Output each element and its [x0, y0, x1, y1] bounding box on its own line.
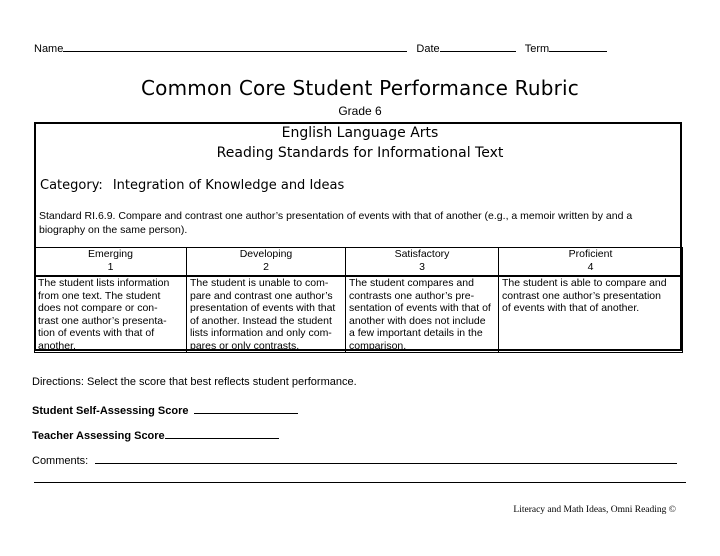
directions: Directions: Select the score that best reflects student performance. — [32, 376, 357, 388]
level-name: Emerging — [88, 248, 133, 260]
description-line: contrasts one author’s pre- — [349, 289, 475, 302]
description-line: another with does not include — [349, 314, 486, 327]
comments-label: Comments: — [32, 455, 89, 467]
date-field[interactable] — [440, 40, 516, 52]
comments-field[interactable] — [95, 452, 677, 464]
description-emerging — [35, 276, 187, 353]
self-score-label: Student Self-Assessing Score — [32, 405, 189, 417]
description-line: does not compare or con- — [38, 302, 158, 314]
comments-row — [32, 452, 677, 467]
description-line: contrast one author’s presentation — [502, 289, 661, 302]
description-line: The student is unable to com- — [190, 277, 329, 289]
description-line: The student lists information — [38, 277, 170, 289]
grade-label: Grade 6 — [338, 104, 382, 118]
date-label: Date — [416, 43, 440, 55]
comments-field-line-2[interactable] — [34, 482, 686, 483]
term-label: Term — [524, 43, 550, 55]
description-line: comparison. — [349, 339, 407, 352]
teacher-score-row — [32, 427, 279, 442]
level-header-proficient — [499, 248, 683, 277]
level-name: Proficient — [568, 248, 613, 260]
description-line: sentation of events with that of — [349, 302, 491, 314]
level-score: 1 — [107, 260, 114, 273]
name-field[interactable] — [63, 40, 407, 52]
level-score: 2 — [263, 260, 269, 273]
level-name: Satisfactory — [394, 248, 450, 260]
footer-credit: Literacy and Math Ideas, Omni Reading © — [513, 505, 676, 515]
description-line: trast one author’s presenta- — [38, 314, 167, 327]
description-line: The student compares and — [349, 277, 474, 289]
level-header-developing — [187, 248, 346, 277]
category-value: Integration of Knowledge and Ideas — [112, 178, 345, 193]
subject-heading: English Language Arts — [281, 125, 439, 141]
self-score-field[interactable] — [194, 402, 298, 414]
rubric-table — [34, 247, 683, 353]
description-line: pare and contrast one author’s — [190, 289, 333, 302]
level-name: Developing — [239, 248, 293, 260]
description-line: presentation of events with that — [190, 302, 336, 314]
teacher-score-label: Teacher Assessing Score — [32, 430, 165, 442]
standard-text: Standard RI.6.9. Compare and contrast one author’s presentation of events with that of another (e.g., a memoir written by and a biography on the same person). — [39, 210, 633, 236]
description-line: a few important details in the — [349, 327, 483, 339]
rubric-header-row — [35, 248, 683, 277]
category-label: Category: — [40, 178, 103, 193]
level-score: 3 — [419, 260, 425, 273]
page-title: Common Core Student Performance Rubric — [140, 76, 579, 100]
description-line: The student is able to compare and — [502, 277, 667, 289]
name-label: Name — [34, 43, 64, 55]
description-line: of events with that of another. — [502, 302, 640, 314]
level-header-emerging — [35, 248, 187, 277]
level-score: 4 — [587, 260, 594, 273]
description-satisfactory — [346, 276, 499, 353]
header-fields — [34, 40, 607, 55]
description-line: lists information and only com- — [190, 327, 332, 339]
description-line: another. — [38, 339, 76, 352]
standards-heading: Reading Standards for Informational Text — [216, 145, 504, 161]
description-developing — [187, 276, 346, 353]
description-line: tion of events with that of — [38, 327, 155, 339]
description-line: pares or only contrasts. — [190, 339, 300, 352]
term-field[interactable] — [549, 40, 607, 52]
category — [40, 178, 344, 193]
description-line: of another. Instead the student — [190, 314, 332, 327]
teacher-score-field[interactable] — [165, 427, 279, 439]
description-proficient — [499, 276, 683, 353]
rubric-description-row — [35, 276, 683, 353]
self-score-row — [32, 402, 298, 417]
description-line: from one text. The student — [38, 289, 161, 302]
level-header-satisfactory — [346, 248, 499, 277]
